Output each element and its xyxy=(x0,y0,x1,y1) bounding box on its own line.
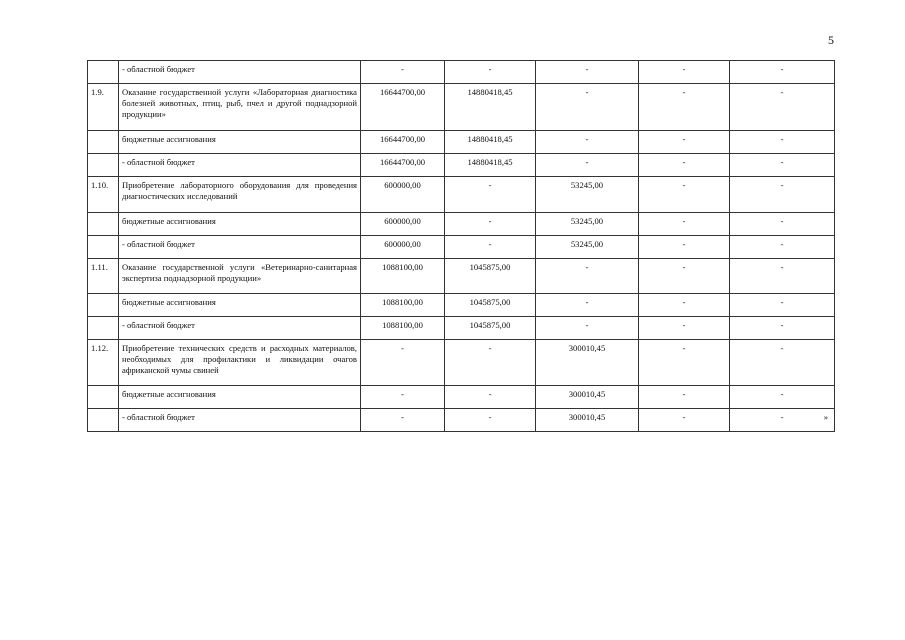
page-number: 5 xyxy=(828,33,834,47)
value-cell: 16644700,00 xyxy=(361,154,445,177)
row-number-cell: 1.11. xyxy=(88,259,119,294)
table-row xyxy=(88,236,835,259)
table-row xyxy=(88,259,835,294)
row-number-cell xyxy=(88,131,119,154)
budget-table xyxy=(87,60,835,432)
row-number-cell xyxy=(88,317,119,340)
value-cell: - xyxy=(445,340,536,386)
value-cell: - xyxy=(639,259,730,294)
value-cell: - xyxy=(536,131,639,154)
value-cell: - xyxy=(445,386,536,409)
row-name-cell: - областной бюджет xyxy=(119,409,361,432)
value-cell: - xyxy=(639,294,730,317)
value-cell: - xyxy=(361,409,445,432)
value-cell: - xyxy=(536,294,639,317)
value-cell: - xyxy=(730,340,835,386)
value-cell: - xyxy=(361,340,445,386)
value-cell: - xyxy=(639,236,730,259)
value-cell: 600000,00 xyxy=(361,213,445,236)
value-cell: - xyxy=(536,84,639,131)
row-name-cell: Оказание государственной услуги «Ветеринарно-санитарная экспертиза поднадзорной продукции» xyxy=(119,259,361,294)
value-cell: - xyxy=(445,236,536,259)
closing-quote: » xyxy=(823,412,828,422)
value-cell: 600000,00 xyxy=(361,236,445,259)
value-cell: - xyxy=(730,213,835,236)
row-number-cell: 1.10. xyxy=(88,177,119,213)
value-cell: 600000,00 xyxy=(361,177,445,213)
row-name-cell: Приобретение лабораторного оборудования для проведения диагностических исследований xyxy=(119,177,361,213)
value-cell: - xyxy=(361,61,445,84)
value-cell: 1088100,00 xyxy=(361,294,445,317)
row-name-cell: - областной бюджет xyxy=(119,61,361,84)
value-cell: 1045875,00 xyxy=(445,294,536,317)
value-cell: - xyxy=(730,131,835,154)
row-number-cell xyxy=(88,154,119,177)
value-cell: 53245,00 xyxy=(536,177,639,213)
value-cell: - xyxy=(536,61,639,84)
value-cell: 53245,00 xyxy=(536,236,639,259)
value-cell: 1045875,00 xyxy=(445,317,536,340)
row-number-cell xyxy=(88,236,119,259)
value-cell: - xyxy=(445,61,536,84)
row-number-cell xyxy=(88,213,119,236)
row-name-cell: - областной бюджет xyxy=(119,236,361,259)
value-cell: - xyxy=(536,259,639,294)
value-cell: - xyxy=(639,213,730,236)
row-name-cell: бюджетные ассигнования xyxy=(119,131,361,154)
value-cell: - xyxy=(730,386,835,409)
value-cell: - xyxy=(639,386,730,409)
row-number-cell xyxy=(88,386,119,409)
table-row xyxy=(88,409,835,432)
value-cell: - xyxy=(639,131,730,154)
value-cell: 14880418,45 xyxy=(445,131,536,154)
value-cell: 300010,45 xyxy=(536,409,639,432)
value-cell: - xyxy=(730,84,835,131)
value-cell: - xyxy=(639,154,730,177)
value-cell: - xyxy=(730,294,835,317)
value-cell: - xyxy=(730,154,835,177)
row-name-cell: бюджетные ассигнования xyxy=(119,213,361,236)
value-cell: - xyxy=(445,409,536,432)
value-cell: 14880418,45 xyxy=(445,84,536,131)
value-cell: - xyxy=(730,177,835,213)
table-row xyxy=(88,317,835,340)
row-number-cell xyxy=(88,294,119,317)
table-row xyxy=(88,177,835,213)
table-row xyxy=(88,131,835,154)
row-name-cell: - областной бюджет xyxy=(119,154,361,177)
table-row xyxy=(88,61,835,84)
value-cell xyxy=(730,409,835,432)
value-cell: - xyxy=(445,177,536,213)
table-row xyxy=(88,154,835,177)
value-cell: 300010,45 xyxy=(536,386,639,409)
row-number-cell xyxy=(88,409,119,432)
value-cell: 1045875,00 xyxy=(445,259,536,294)
value-cell: - xyxy=(536,154,639,177)
table-row xyxy=(88,386,835,409)
value-cell: - xyxy=(639,177,730,213)
value-text: - xyxy=(780,412,784,422)
row-name-cell: Приобретение технических средств и расходных материалов, необходимых для профилактики и ликвидации очагов африканской чумы свиней xyxy=(119,340,361,386)
row-name-cell: - областной бюджет xyxy=(119,317,361,340)
row-number-cell: 1.9. xyxy=(88,84,119,131)
table-row xyxy=(88,213,835,236)
value-cell: 53245,00 xyxy=(536,213,639,236)
value-cell: - xyxy=(639,340,730,386)
row-name-cell: бюджетные ассигнования xyxy=(119,386,361,409)
table-row xyxy=(88,340,835,386)
value-cell: - xyxy=(639,317,730,340)
value-cell: - xyxy=(445,213,536,236)
value-cell: - xyxy=(536,317,639,340)
row-number-cell xyxy=(88,61,119,84)
table-row xyxy=(88,84,835,131)
value-cell: 16644700,00 xyxy=(361,84,445,131)
value-cell: 1088100,00 xyxy=(361,259,445,294)
row-name-cell: Оказание государственной услуги «Лабораторная диагностика болезней животных, птиц, рыб, пчел и другой поднадзорной продукции» xyxy=(119,84,361,131)
value-cell: - xyxy=(730,61,835,84)
value-cell: - xyxy=(639,84,730,131)
table-row xyxy=(88,294,835,317)
value-cell: 16644700,00 xyxy=(361,131,445,154)
value-cell: - xyxy=(730,259,835,294)
value-cell: - xyxy=(639,61,730,84)
value-cell: 1088100,00 xyxy=(361,317,445,340)
value-cell: 300010,45 xyxy=(536,340,639,386)
value-cell: - xyxy=(730,236,835,259)
value-cell: - xyxy=(730,317,835,340)
row-number-cell: 1.12. xyxy=(88,340,119,386)
value-cell: - xyxy=(639,409,730,432)
value-cell: 14880418,45 xyxy=(445,154,536,177)
row-name-cell: бюджетные ассигнования xyxy=(119,294,361,317)
value-cell: - xyxy=(361,386,445,409)
